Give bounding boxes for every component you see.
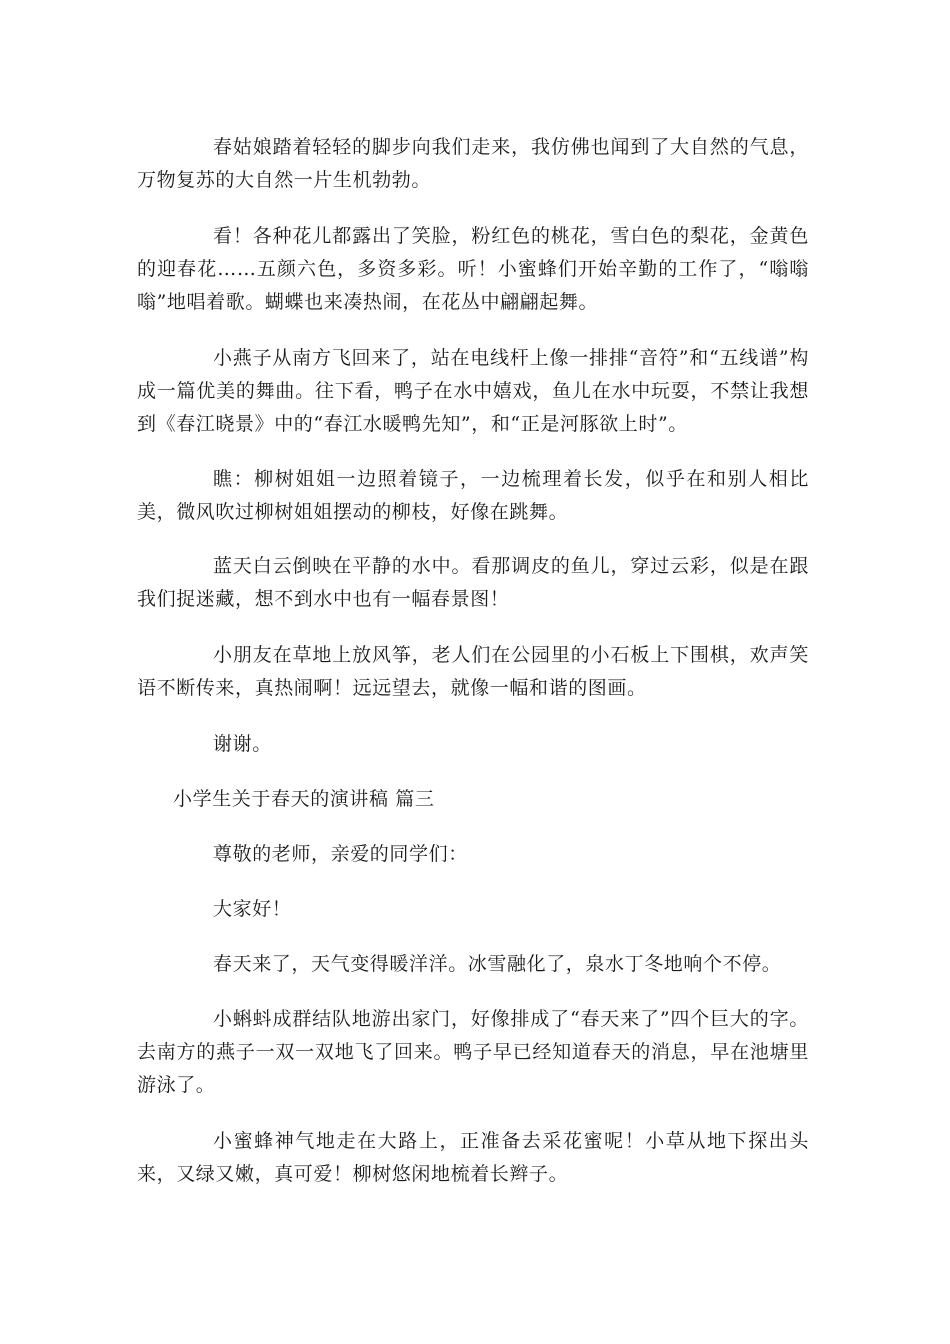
- paragraph-tadpoles: 小蝌蚪成群结队地游出家门，好像排成了“春天来了”四个巨大的字。去南方的燕子一双一双地飞了回来。鸭子早已经知道春天的消息，早在池塘里游泳了。: [137, 1008, 809, 1096]
- paragraph-thanks: 谢谢。: [213, 733, 272, 755]
- paragraph-kites: 小朋友在草地上放风筝，老人们在公园里的小石板上下围棋，欢声笑语不断传来，真热闹啊！远远望去，就像一幅和谐的图画。: [137, 644, 809, 699]
- paragraph-spring-girl: 春姑娘踏着轻轻的脚步向我们走来，我仿佛也闻到了大自然的气息，万物复苏的大自然一片生机勃勃。: [137, 136, 809, 191]
- paragraph-hello: 大家好！: [213, 898, 292, 920]
- paragraph-willow: 瞧：柳树姐姐一边照着镜子，一边梳理着长发，似乎在和别人相比美，微风吹过柳树姐姐摆动的柳枝，好像在跳舞。: [137, 468, 809, 523]
- paragraph-bees: 小蜜蜂神气地走在大路上，正准备去采花蜜呢！小草从地下探出头来，又绿又嫩，真可爱！柳树悠闲地梳着长辫子。: [137, 1130, 809, 1185]
- paragraph-swallows: 小燕子从南方飞回来了，站在电线杆上像一排排“音符”和“五线谱”构成一篇优美的舞曲。往下看，鸭子在水中嬉戏，鱼儿在水中玩耍，不禁让我想到《春江晓景》中的“春江水暖鸭先知”，和“正是河豚欲上时”。: [137, 347, 809, 435]
- paragraph-spring-came: 春天来了，天气变得暖洋洋。冰雪融化了，泉水丁冬地响个不停。: [213, 953, 782, 975]
- paragraph-flowers: 看！各种花儿都露出了笑脸，粉红色的桃花，雪白色的梨花，金黄色的迎春花……五颜六色，多资多彩。听！小蜜蜂们开始辛勤的工作了，“嗡嗡嗡”地唱着歌。蝴蝶也来凑热闹，在花丛中翩翩起舞。: [137, 225, 809, 313]
- section-heading: 小学生关于春天的演讲稿 篇三: [173, 788, 435, 810]
- paragraph-greeting: 尊敬的老师，亲爱的同学们：: [213, 843, 468, 865]
- paragraph-blue-sky: 蓝天白云倒映在平静的水中。看那调皮的鱼儿，穿过云彩，似是在跟我们捉迷藏，想不到水中也有一幅春景图！: [137, 555, 809, 610]
